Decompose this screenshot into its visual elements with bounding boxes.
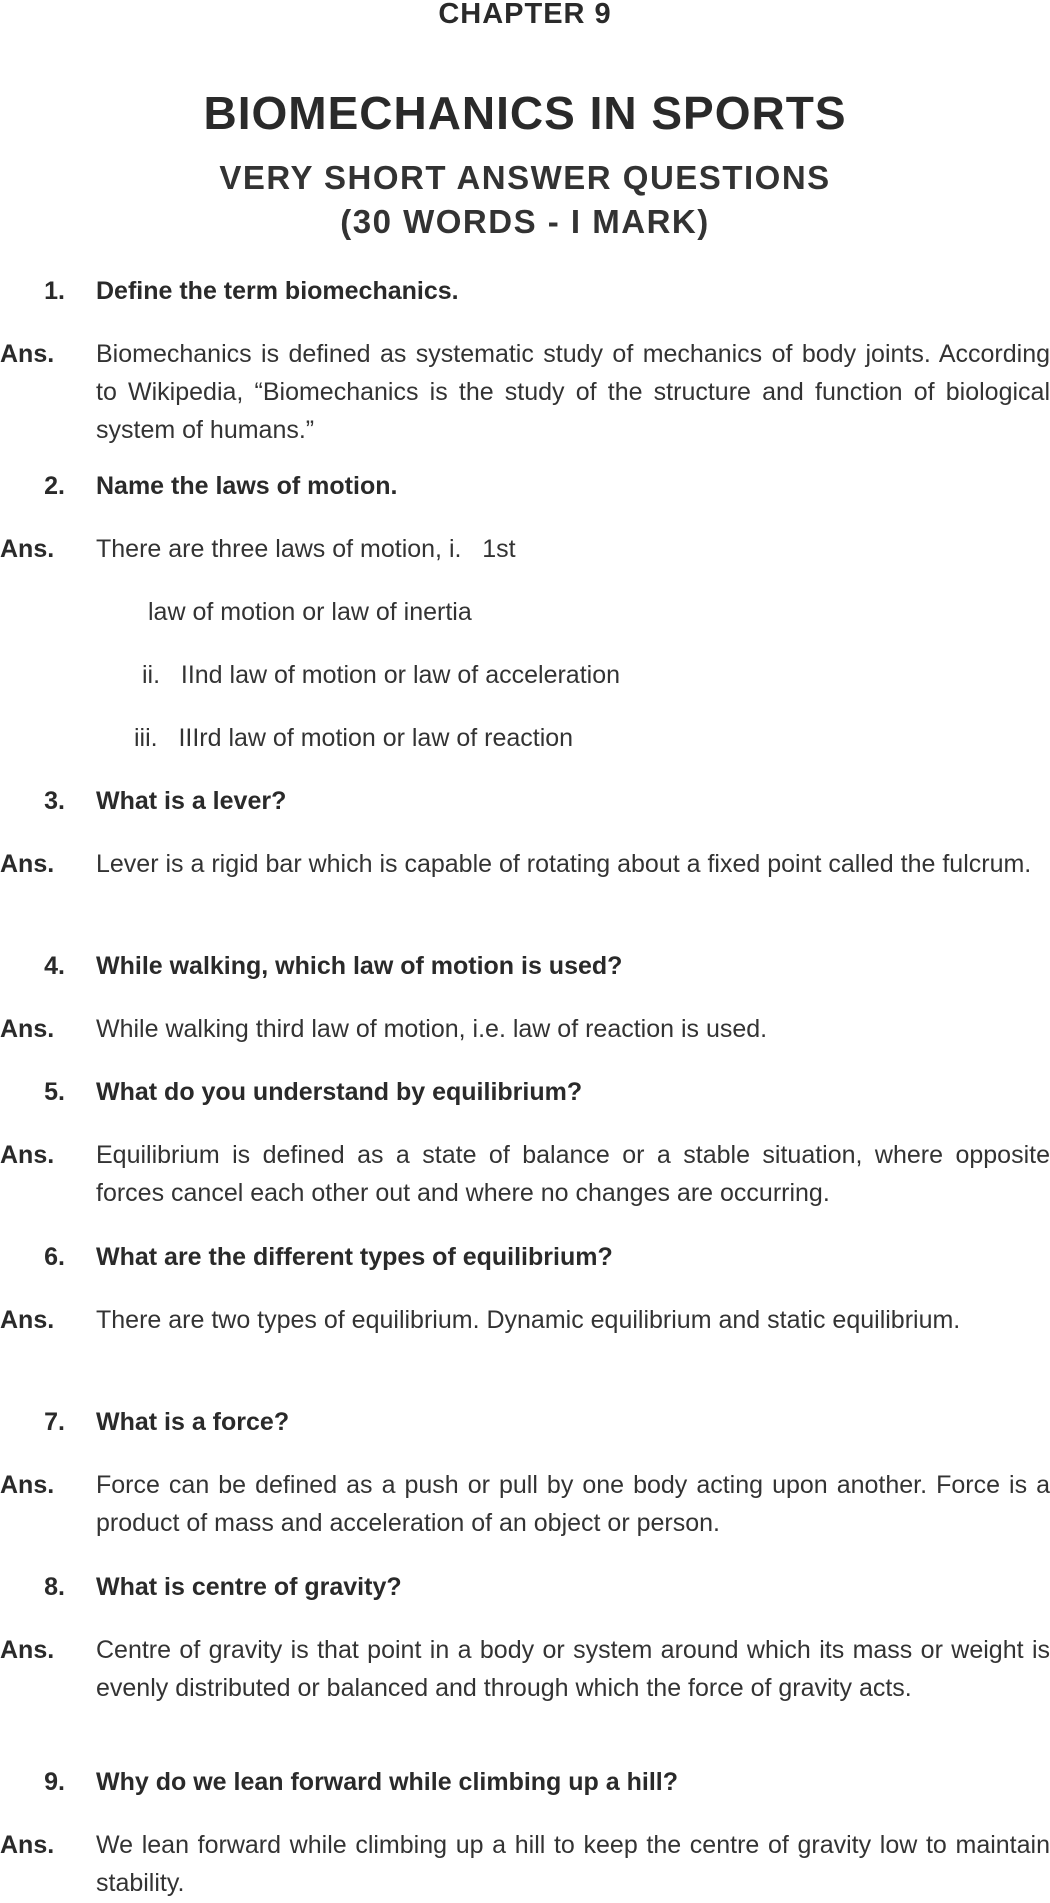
question-text: Why do we lean forward while climbing up a hill? [96, 1768, 678, 1796]
answer-text: iii. IIIrd law of motion or law of reaction [134, 724, 574, 752]
answer-label: Ans. [0, 1141, 55, 1169]
question-text: What is centre of gravity? [96, 1573, 402, 1601]
answer-text: Lever is a rigid bar which is capable of rotating about a fixed point called the fulcrum. [96, 850, 1032, 878]
answer-text: Force can be defined as a push or pull by one body acting upon another. Force is a product of mass and acceleration of an object or person. [96, 1471, 1050, 1537]
answer-label: Ans. [0, 850, 55, 878]
question-number: 1. [44, 277, 65, 305]
page-title: BIOMECHANICS IN SPORTS [203, 87, 847, 139]
answer-text: law of motion or law of inertia [148, 598, 472, 626]
question-text: What are the different types of equilibrium? [96, 1243, 613, 1271]
answer-text: We lean forward while climbing up a hill to keep the centre of gravity low to maintain stability. [96, 1831, 1050, 1897]
answer-text: There are three laws of motion, i. 1st [96, 535, 516, 563]
answer-text: There are two types of equilibrium. Dynamic equilibrium and static equilibrium. [96, 1306, 961, 1334]
answer-text: ii. IInd law of motion or law of acceleration [142, 661, 621, 689]
question-text: What do you understand by equilibrium? [96, 1078, 583, 1106]
question-number: 3. [44, 787, 65, 815]
answer-text: Equilibrium is defined as a state of balance or a stable situation, where opposite forces cancel each other out and where no changes are occurring. [96, 1141, 1050, 1207]
section-heading-line2: (30 WORDS - I MARK) [340, 203, 710, 240]
answer-label: Ans. [0, 1306, 55, 1334]
question-number: 4. [44, 952, 65, 980]
question-number: 7. [44, 1408, 65, 1436]
section-heading-line1: VERY SHORT ANSWER QUESTIONS [219, 159, 831, 196]
question-text: Define the term biomechanics. [96, 277, 459, 305]
answer-label: Ans. [0, 535, 55, 563]
answer-label: Ans. [0, 1015, 55, 1043]
answer-text: Centre of gravity is that point in a body or system around which its mass or weight is evenly distributed or balanced and through which the force of gravity acts. [96, 1636, 1050, 1702]
question-number: 2. [44, 472, 65, 500]
chapter-label: CHAPTER 9 [438, 0, 612, 30]
question-number: 8. [44, 1573, 65, 1601]
question-number: 9. [44, 1768, 65, 1796]
question-text: Name the laws of motion. [96, 472, 398, 500]
question-number: 6. [44, 1243, 65, 1271]
question-number: 5. [44, 1078, 65, 1106]
question-text: While walking, which law of motion is used? [96, 952, 623, 980]
answer-text: While walking third law of motion, i.e. law of reaction is used. [96, 1015, 768, 1043]
answer-label: Ans. [0, 1636, 55, 1664]
section-heading [0, 156, 1050, 244]
answer-text: Biomechanics is defined as systematic study of mechanics of body joints. According to Wikipedia, “Biomechanics is the study of the structure and function of biological system of humans.” [96, 340, 1050, 444]
answer-label: Ans. [0, 340, 55, 368]
answer-label: Ans. [0, 1471, 55, 1499]
question-text: What is a lever? [96, 787, 287, 815]
answer-label: Ans. [0, 1831, 55, 1859]
question-text: What is a force? [96, 1408, 290, 1436]
